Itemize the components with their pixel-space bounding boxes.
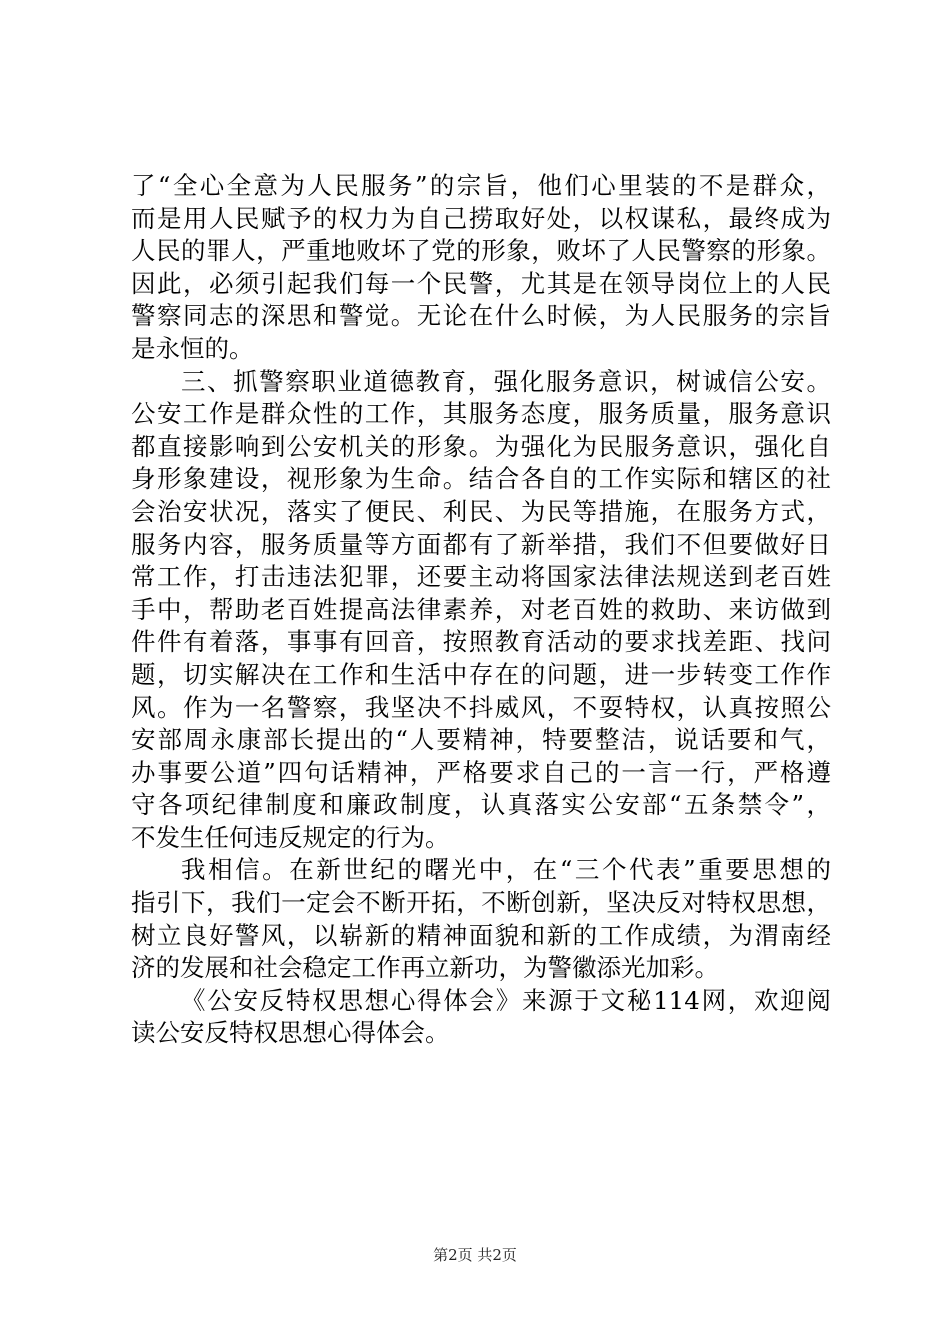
text-line: 公安工作是群众性的工作，其服务态度，服务质量，服务意识 [131, 399, 831, 429]
text-line: 我相信。在新世纪的曙光中，在“三个代表”重要思想的 [181, 855, 831, 885]
text-line: 不发生任何违反规定的行为。 [131, 822, 450, 852]
text-line: 人民的罪人，严重地败坏了党的形象，败坏了人民警察的形象。 [131, 236, 831, 266]
text-line: 警察同志的深思和警觉。无论在什么时候，为人民服务的宗旨 [131, 301, 831, 331]
text-line: 济的发展和社会稳定工作再立新功，为警徽添光加彩。 [131, 953, 719, 983]
text-line: 守各项纪律制度和廉政制度，认真落实公安部“五条禁令”， [131, 790, 831, 820]
section-heading: 三、抓警察职业道德教育，强化服务意识，树诚信公安。 [181, 366, 831, 396]
text-line: 会治安状况，落实了便民、利民、为民等措施，在服务方式， [131, 496, 831, 526]
text-line: 件件有着落，事事有回音，按照教育活动的要求找差距、找问 [131, 627, 831, 657]
text-line: 服务内容，服务质量等方面都有了新举措，我们不但要做好日 [131, 529, 831, 559]
text-line: 因此，必须引起我们每一个民警，尤其是在领导岗位上的人民 [131, 268, 831, 298]
text-line: 常工作，打击违法犯罪，还要主动将国家法律法规送到老百姓 [131, 562, 831, 592]
text-line: 而是用人民赋予的权力为自己捞取好处，以权谋私，最终成为 [131, 203, 831, 233]
text-line: 《公安反特权思想心得体会》来源于文秘114网，欢迎阅 [181, 985, 831, 1015]
text-line: 风。作为一名警察，我坚决不抖威风，不耍特权，认真按照公 [131, 692, 831, 722]
document-body [131, 170, 831, 1050]
text-line: 是永恒的。 [131, 333, 254, 363]
text-line: 都直接影响到公安机关的形象。为强化为民服务意识，强化自 [131, 431, 831, 461]
text-line: 安部周永康部长提出的“人要精神，特要整洁，说话要和气， [131, 725, 831, 755]
text-line: 身形象建设，视形象为生命。结合各自的工作实际和辖区的社 [131, 464, 831, 494]
page-number: 第2页 共2页 [433, 1246, 517, 1264]
text-line: 树立良好警风，以崭新的精神面貌和新的工作成绩，为渭南经 [131, 920, 831, 950]
text-line: 题，切实解决在工作和生活中存在的问题，进一步转变工作作 [131, 659, 831, 689]
text-line: 办事要公道”四句话精神，严格要求自己的一言一行，严格遵 [131, 757, 831, 787]
text-line: 了“全心全意为人民服务”的宗旨，他们心里装的不是群众， [131, 171, 831, 200]
text-line: 手中，帮助老百姓提高法律素养，对老百姓的救助、来访做到 [131, 594, 831, 624]
text-line: 读公安反特权思想心得体会。 [131, 1018, 450, 1048]
text-line: 指引下，我们一定会不断开拓，不断创新，坚决反对特权思想， [131, 888, 831, 918]
